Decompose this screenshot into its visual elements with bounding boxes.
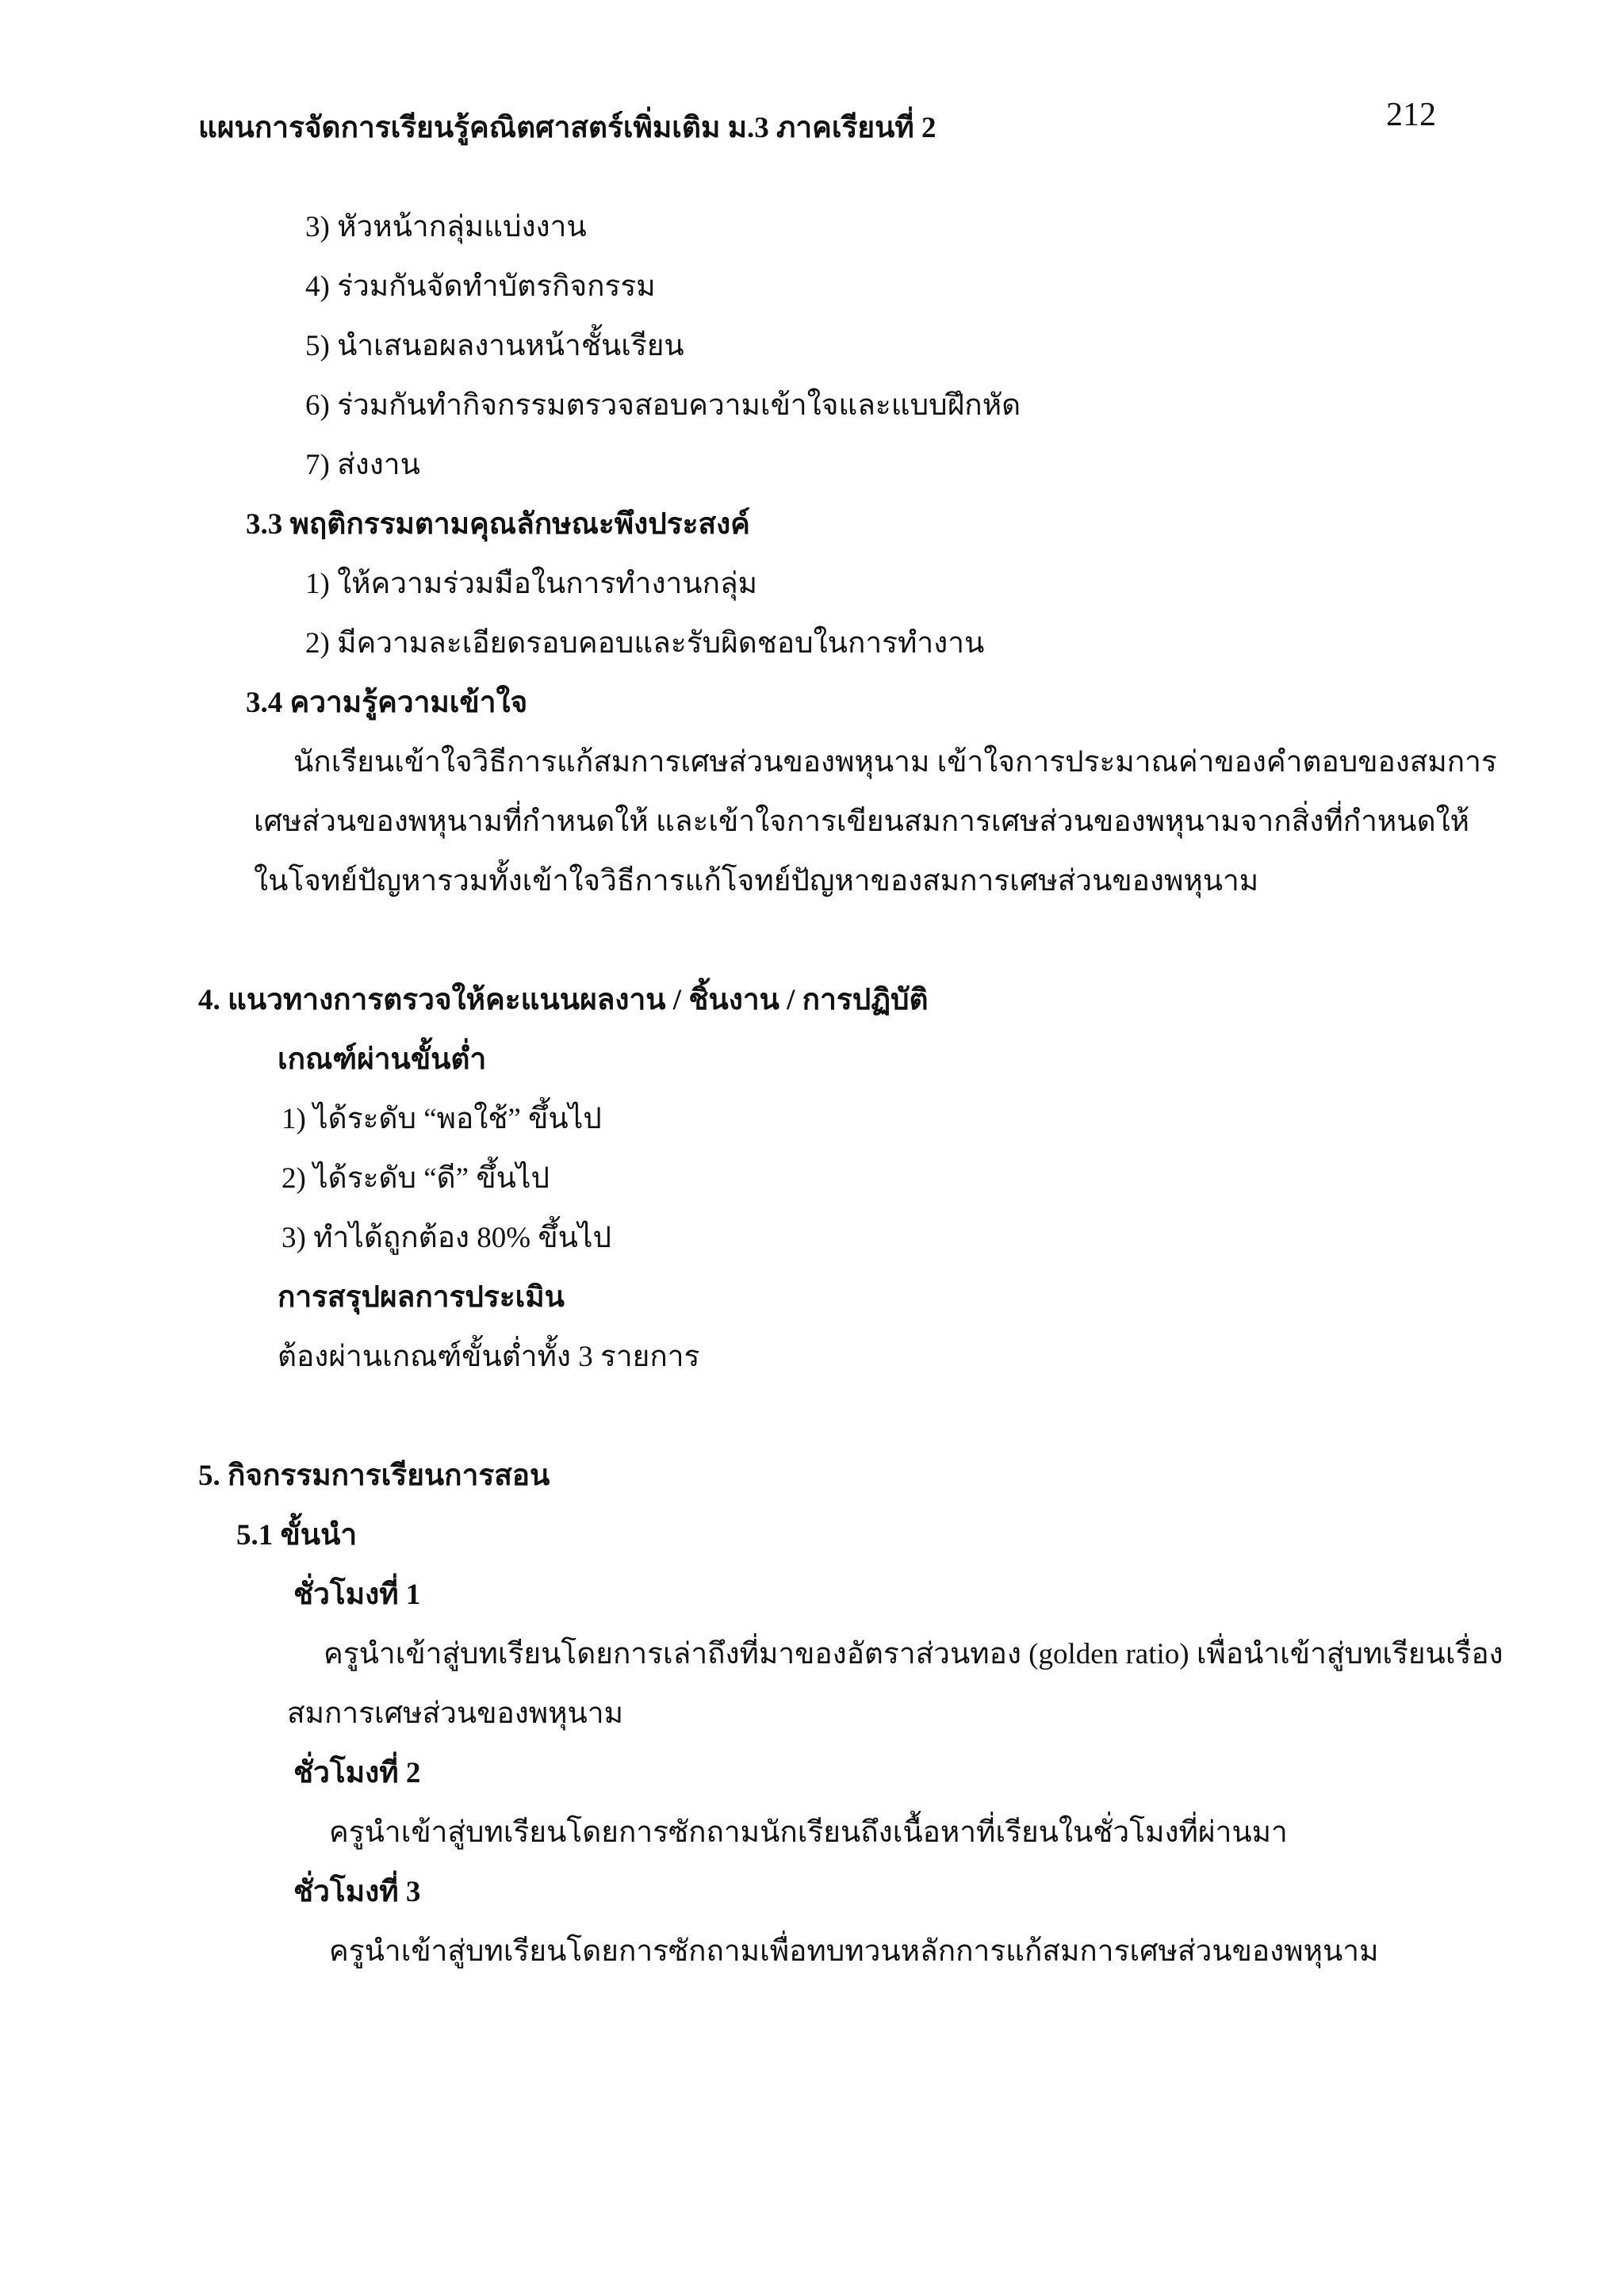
- list-item: 7) ส่งงาน: [305, 449, 420, 481]
- list-item: 3) หัวหน้ากลุ่มแบ่งงาน: [305, 211, 587, 243]
- summary-heading: การสรุปผลการประเมิน: [278, 1281, 565, 1314]
- paragraph-line: ในโจทย์ปัญหารวมทั้งเข้าใจวิธีการแก้โจทย์ปัญหาของสมการเศษส่วนของพหุนาม: [254, 865, 1259, 897]
- section-heading: 3.3 พฤติกรรมตามคุณลักษณะพึงประสงค์: [246, 508, 750, 541]
- list-item: 4) ร่วมกันจัดทำบัตรกิจกรรม: [305, 270, 656, 303]
- paragraph-line: นักเรียนเข้าใจวิธีการแก้สมการเศษส่วนของพหุนาม เข้าใจการประมาณค่าของคำตอบของสมการ: [293, 746, 1497, 779]
- section-heading: 3.4 ความรู้ความเข้าใจ: [246, 687, 528, 719]
- list-item: 1) ได้ระดับ “พอใช้” ขึ้นไป: [282, 1103, 602, 1135]
- hour-title: ชั่วโมงที่ 2: [293, 1757, 421, 1789]
- sub-heading: 5.1 ขั้นนำ: [236, 1519, 358, 1552]
- list-item: 3) ทำได้ถูกต้อง 80% ขึ้นไป: [282, 1222, 611, 1254]
- list-item: 6) ร่วมกันทำกิจกรรมตรวจสอบความเข้าใจและแบบฝึกหัด: [305, 389, 1021, 422]
- summary-text: ต้องผ่านเกณฑ์ขั้นต่ำทั้ง 3 รายการ: [278, 1341, 700, 1373]
- list-item: 1) ให้ความร่วมมือในการทำงานกลุ่ม: [305, 568, 758, 600]
- paragraph-line: สมการเศษส่วนของพหุนาม: [287, 1697, 624, 1730]
- section-heading: 4. แนวทางการตรวจให้คะแนนผลงาน / ชิ้นงาน / การปฏิบัติ: [198, 984, 929, 1016]
- paragraph-line: ครูนำเข้าสู่บทเรียนโดยการซักถามเพื่อทบทวนหลักการแก้สมการเศษส่วนของพหุนาม: [329, 1935, 1379, 1968]
- criteria-heading: เกณฑ์ผ่านขั้นต่ำ: [278, 1043, 487, 1076]
- hour-title: ชั่วโมงที่ 1: [293, 1578, 421, 1611]
- section-heading: 5. กิจกรรมการเรียนการสอน: [198, 1460, 550, 1492]
- list-item: 2) มีความละเอียดรอบคอบและรับผิดชอบในการทำงาน: [305, 627, 985, 660]
- page-number: 212: [1386, 97, 1436, 133]
- paragraph-line: เศษส่วนของพหุนามที่กำหนดให้ และเข้าใจการเขียนสมการเศษส่วนของพหุนามจากสิ่งที่กำหนดให้: [254, 806, 1470, 838]
- list-item: 2) ได้ระดับ “ดี” ขึ้นไป: [282, 1162, 550, 1195]
- paragraph-line: ครูนำเข้าสู่บทเรียนโดยการเล่าถึงที่มาของอัตราส่วนทอง (golden ratio) เพื่อนำเข้าสู่บทเรียนเรื่อง: [324, 1638, 1503, 1670]
- paragraph-line: ครูนำเข้าสู่บทเรียนโดยการซักถามนักเรียนถึงเนื้อหาที่เรียนในชั่วโมงที่ผ่านมา: [329, 1816, 1288, 1849]
- hour-title: ชั่วโมงที่ 3: [293, 1876, 421, 1908]
- header-title: แผนการจัดการเรียนรู้คณิตศาสตร์เพิ่มเติม ม.3 ภาคเรียนที่ 2: [198, 112, 936, 144]
- list-item: 5) นำเสนอผลงานหน้าชั้นเรียน: [305, 330, 684, 362]
